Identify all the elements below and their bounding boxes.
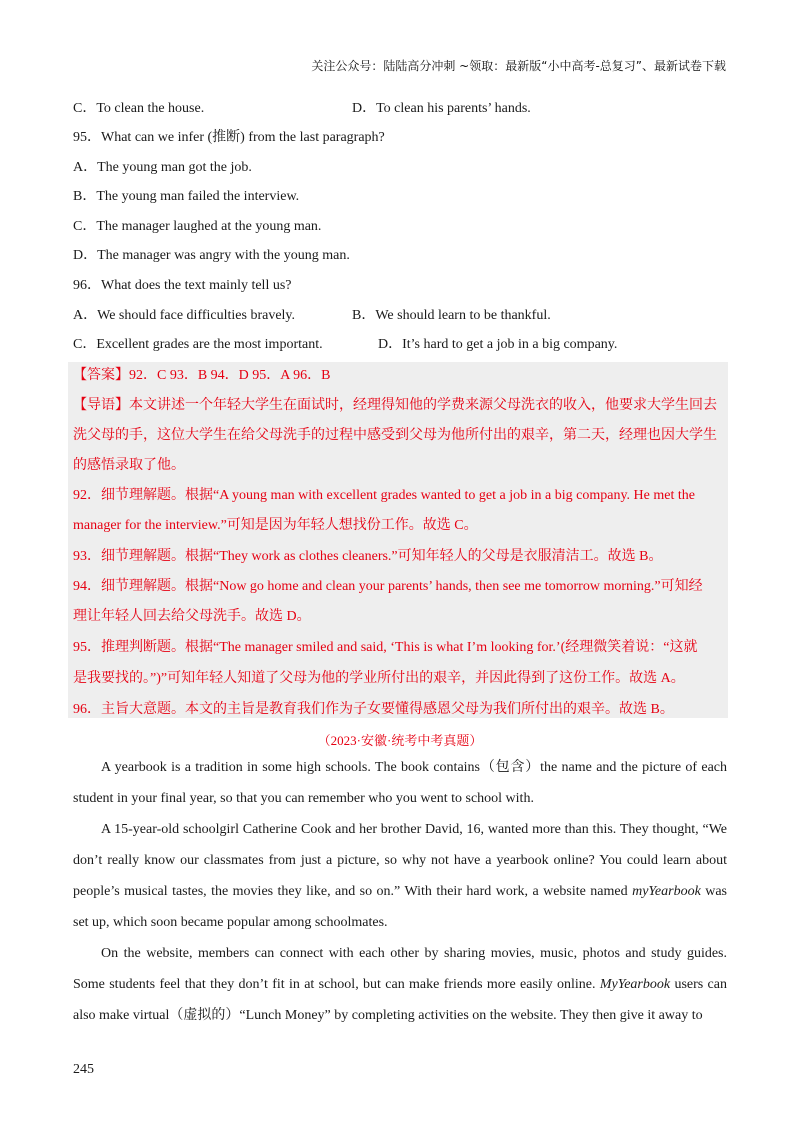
paragraph-2-site-name: myYearbook bbox=[632, 884, 701, 899]
q95-option-c: C．The manager laughed at the young man. bbox=[73, 219, 322, 234]
answer-key: 【答案】92．C 93．B 94．D 95．A 96．B bbox=[73, 368, 331, 383]
passage-paragraph-3 bbox=[73, 938, 727, 1031]
guide-line-1: 【导语】本文讲述一个年轻大学生在面试时，经理得知他的学费来源父母洗衣的收入，他要求大学生回去 bbox=[73, 398, 717, 413]
explanation-96: 96．主旨大意题。本文的主旨是教育我们作为子女要懂得感恩父母为我们所付出的艰辛。故选 B。 bbox=[73, 702, 674, 717]
q96-options-row-2 bbox=[73, 336, 618, 354]
q94-options-row bbox=[73, 100, 531, 118]
q96-option-b: B．We should learn to be thankful. bbox=[352, 308, 551, 323]
q95-option-d: D．The manager was angry with the young man. bbox=[73, 248, 350, 263]
explanation-94-line-1: 94．细节理解题。根据“Now go home and clean your parents’ hands, then see me tomorrow morning.”可知经 bbox=[73, 579, 703, 594]
q96-option-c: C．Excellent grades are the most important. bbox=[73, 337, 323, 352]
passage-paragraph-2 bbox=[73, 814, 727, 938]
q96-options-row-1 bbox=[73, 307, 551, 325]
paragraph-1-text: A yearbook is a tradition in some high schools. The book contains（包含）the name and the picture of each student in your final year, so that you can remember who you went to school with. bbox=[73, 760, 727, 806]
q95-option-a: A．The young man got the job. bbox=[73, 160, 252, 175]
passage-source: （2023·安徽·统考中考真题） bbox=[317, 733, 483, 748]
explanation-92-line-2: manager for the interview.”可知是因为年轻人想找份工作。故选 C。 bbox=[73, 518, 478, 533]
paragraph-2-text-a: A 15-year-old schoolgirl Catherine Cook and her brother David, 16, wanted more than this. They thought, “We don’t really know our classmates from just a picture, so why not have a yearbook online? You could learn about people’s musical tastes, the movies they like, and so on.” With their hard work, a website named bbox=[73, 822, 727, 899]
paragraph-3-site-name: MyYearbook bbox=[599, 977, 671, 992]
explanation-94-line-2: 理让年轻人回去给父母洗手。故选 D。 bbox=[73, 609, 311, 624]
explanation-93: 93．细节理解题。根据“They work as clothes cleaners.”可知年轻人的父母是衣服清洁工。故选 B。 bbox=[73, 549, 663, 564]
q95-option-b: B．The young man failed the interview. bbox=[73, 189, 300, 204]
q96-stem: 96．What does the text mainly tell us? bbox=[73, 278, 292, 293]
option-d: D．To clean his parents’ hands. bbox=[352, 101, 531, 116]
explanation-92-line-1: 92．细节理解题。根据“A young man with excellent grades wanted to get a job in a big company. He met the bbox=[73, 488, 695, 503]
paragraph-2-text-b: was set up, which soon became popular among schoolmates. bbox=[73, 884, 727, 930]
paragraph-3-text-b: users can also make virtual（虚拟的）“Lunch Money” by completing activities on the website. They then give it away to bbox=[73, 977, 727, 1023]
page-number: 245 bbox=[73, 1062, 94, 1077]
guide-line-2: 洗父母的手，这位大学生在给父母洗手的过程中感受到父母为他所付出的艰辛，第二天，经理也因大学生 bbox=[73, 428, 717, 443]
explanation-95-line-2: 是我要找的。”)”可知年轻人知道了父母为他的学业所付出的艰辛，并因此得到了这份工作。故选 A。 bbox=[73, 671, 685, 686]
passage-paragraph-1 bbox=[73, 752, 727, 814]
q96-option-a: A．We should face difficulties bravely. bbox=[73, 308, 296, 323]
guide-line-3: 的感悟录取了他。 bbox=[73, 458, 185, 473]
q96-option-d: D．It’s hard to get a job in a big company. bbox=[378, 337, 618, 352]
q95-stem: 95．What can we infer (推断) from the last paragraph? bbox=[73, 130, 385, 145]
paragraph-3-text-a: On the website, members can connect with each other by sharing movies, music, photos and study guides. Some students feel that they don’t fit in at school, but can make friends more easily online. bbox=[73, 946, 727, 992]
explanation-95-line-1: 95．推理判断题。根据“The manager smiled and said, ‘This is what I’m looking for.’(经理微笑着说：“这就 bbox=[73, 640, 698, 655]
answer-block-background bbox=[68, 362, 728, 718]
page-header: 关注公众号：陆陆高分冲刺 ~领取：最新版“小中高考-总复习”、最新试卷下载 bbox=[311, 59, 726, 73]
option-c: C．To clean the house. bbox=[73, 101, 205, 116]
